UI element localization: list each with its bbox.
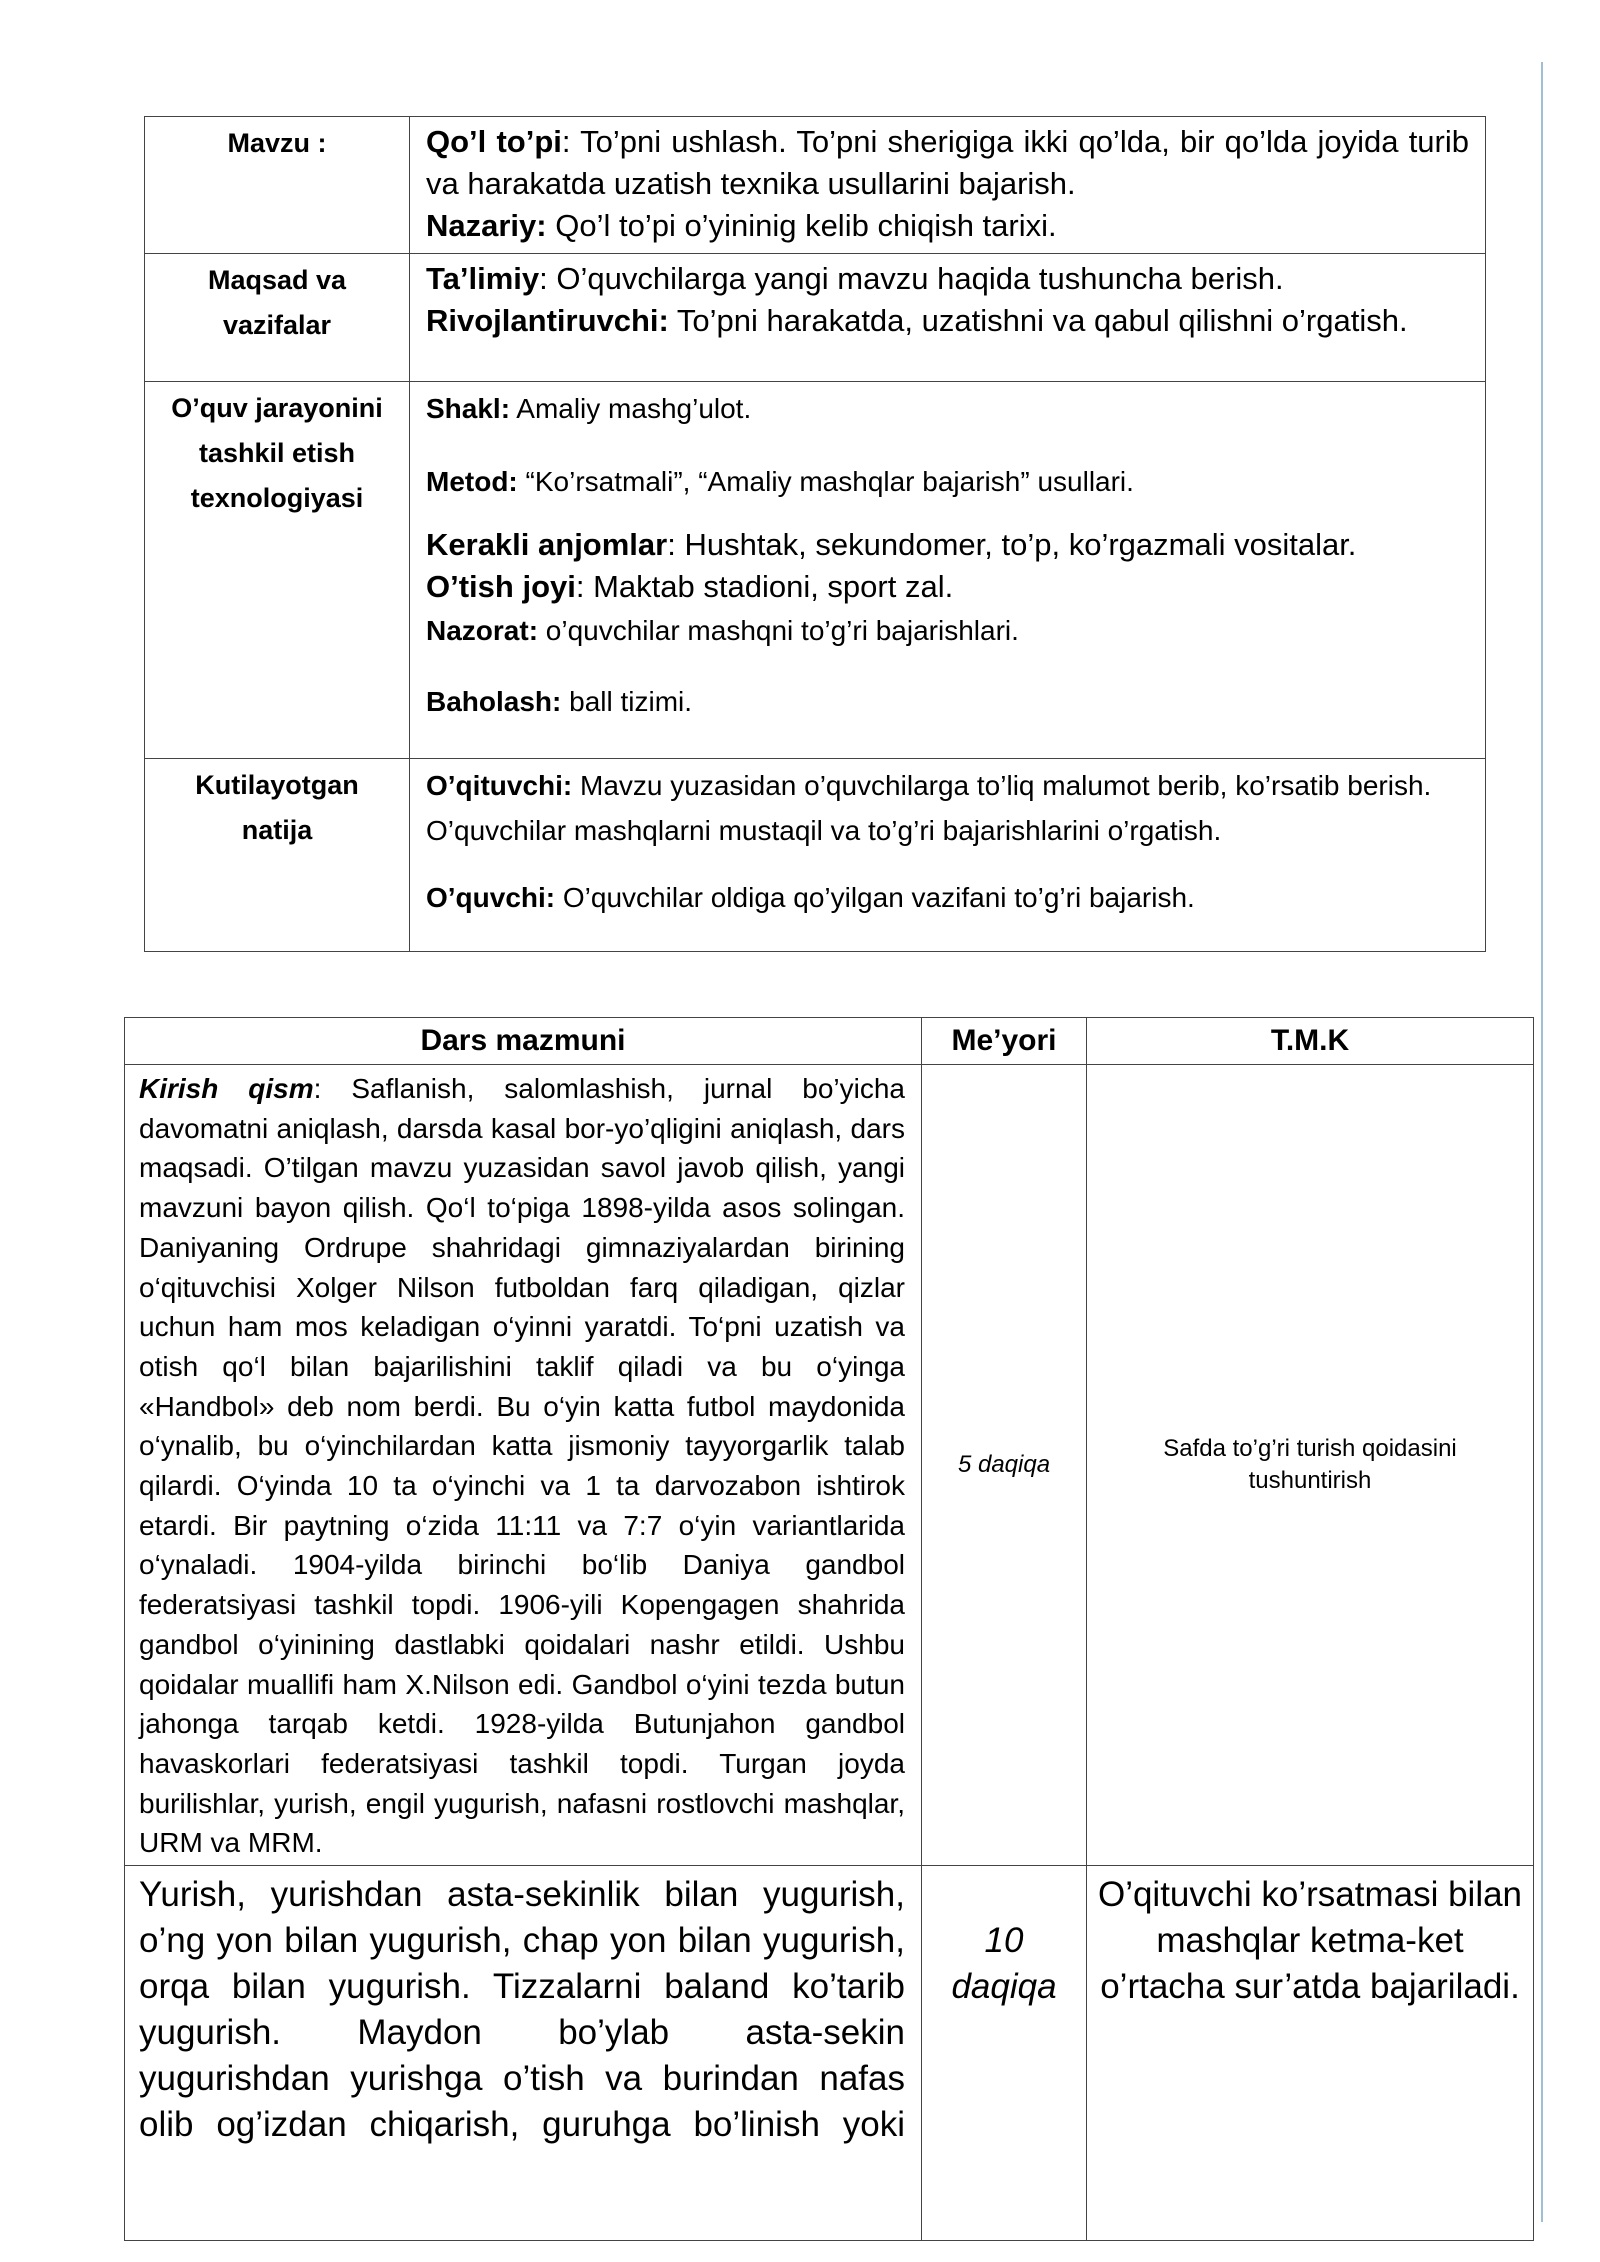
mavzu-row: [145, 117, 1486, 254]
otish-joyi-line: [426, 566, 1469, 608]
page-margin-line: [1541, 62, 1543, 2222]
otish-joyi-bold: O’tish joyi: [426, 569, 576, 604]
nazariy-bold: Nazariy:: [426, 208, 547, 243]
yurish-tmk: O’qituvchi ko’rsatmasi bilan mashqlar ketma-ket o’rtacha sur’atda bajariladi.: [1087, 1866, 1534, 2241]
oquv-label-line3: texnologiyasi: [190, 483, 364, 513]
baholash-line: [426, 679, 1469, 724]
yurish-meyori: [922, 1866, 1087, 2241]
kirish-row: [125, 1065, 1534, 1866]
lesson-content-table: [124, 1017, 1534, 2241]
yurish-meyori-line2: daqiqa: [951, 1967, 1057, 2007]
yurish-meyori-line1: 10: [984, 1921, 1024, 1961]
topic-bold: Qo’l to’pi: [426, 124, 562, 159]
talimiy-line: [426, 258, 1469, 300]
header-dars-mazmuni: Dars mazmuni: [125, 1018, 922, 1065]
kirish-meyori: 5 daqiqa: [922, 1065, 1087, 1866]
oquvchi-bold: O’quvchi:: [426, 882, 556, 913]
metod-bold: Metod:: [426, 466, 518, 497]
shakl-bold: Shakl:: [426, 393, 511, 424]
shakl-line: [426, 386, 1469, 431]
kirish-tmk-line1: Safda to’g’ri turish qoidasini: [1163, 1435, 1457, 1463]
kirish-tmk-line2: tushuntirish: [1248, 1467, 1372, 1495]
shakl-text: Amaliy mashg’ulot.: [510, 393, 752, 424]
oquv-jarayon-content: [410, 382, 1486, 759]
kerakli-line: [426, 524, 1469, 566]
nazorat-bold: Nazorat:: [426, 615, 539, 646]
otish-joyi-text: : Maktab stadioni, sport zal.: [575, 569, 954, 604]
maqsad-row: [145, 254, 1486, 382]
oqituvchi-text: Mavzu yuzasidan o’quvchilarga to’liq malumot berib, ko’rsatib berish.: [572, 770, 1432, 801]
yurish-row: [125, 1866, 1534, 2241]
maqsad-label-line1: Maqsad va: [207, 265, 347, 295]
lesson-info-table: [144, 116, 1486, 952]
rivojlantiruvchi-bold: Rivojlantiruvchi:: [426, 303, 669, 338]
natija-label: [145, 759, 410, 952]
header-row: [125, 1018, 1534, 1065]
rivojlantiruvchi-text: To’pni harakatda, uzatishni va qabul qilishni o’rgatish.: [668, 303, 1408, 338]
metod-line: [426, 459, 1469, 504]
kirish-text: : Saflanish, salomlashish, jurnal bo’yicha davomatni aniqlash, darsda kasal bor-yo’qligini aniqlash, dars maqsadi. O’tilgan mavzu yuzasidan savol javob qilish, yangi mavzuni bayon qilish. Qo‘l to‘piga 1898-yilda asos solingan. Daniyaning Ordrupe shahridagi gimnaziyalardan birining o‘qituvchisi Xolger Nilson futboldan farq qiladigan, qizlar uchun ham mos keladigan o‘yinni yaratdi. To‘pni uzatish va otish qo‘l bilan bajarilishini taklif qiladi va bu o‘yinga «Handbol» deb nom berdi. Bu o‘yin katta futbol maydonida o‘ynalib, bu o‘yinchilardan katta jismoniy tayyorgarlik talab qilardi. O‘yinda 10 ta o‘yinchi va 1 ta darvozabon ishtirok etardi. Bir paytning o‘zida 11:11 va 7:7 o‘yin variantlarida o‘ynaladi. 1904-yilda birinchi bo‘lib Daniya gandbol federatsiyasi tashkil topdi. 1906-yili Kopengagen shahrida gandbol o‘yinining dastlabki qoidalari nashr etildi. Ushbu qoidalar muallifi ham X.Nilson edi. Gandbol o‘yini tezda butun jahonga tarqab ketdi. 1928-yilda Butunjahon gandbol havaskorlari federatsiyasi tashkil topdi. Turgan joyda burilishlar, yurish, engil yugurish, nafasni rostlovchi mashqlar, URM va MRM.: [139, 1073, 906, 1859]
natija-label-line1: Kutilayotgan: [195, 770, 359, 800]
mavzu-topic: [426, 121, 1469, 205]
maqsad-label-line2: vazifalar: [222, 310, 332, 340]
oqituvchi-line2: O’quvchilar mashqlarni mustaqil va to’g’ri bajarishlarini o’rgatish.: [426, 815, 1222, 846]
nazorat-text: o’quvchilar mashqni to’g’ri bajarishlari.: [538, 615, 1019, 646]
natija-content: [410, 759, 1486, 952]
oquv-jarayon-label: [145, 382, 410, 759]
natija-row: [145, 759, 1486, 952]
yurish-content: Yurish, yurishdan asta-sekinlik bilan yugurish, o’ng yon bilan yugurish, chap yon bilan yugurish, orqa bilan yugurish. Tizzalarni baland ko’tarib yugurish. Maydon bo’ylab asta-sekin yugurishdan yurishga o’tish va burindan nafas olib og’izdan chiqarish, guruhga bo’linish yoki: [125, 1866, 922, 2241]
oquvchi-text: O’quvchilar oldiga qo’yilgan vazifani to’g’ri bajarish.: [555, 882, 1195, 913]
oquv-label-line2: tashkil etish: [198, 438, 356, 468]
nazorat-line: [426, 608, 1469, 653]
mavzu-content: [410, 117, 1486, 254]
natija-label-line2: natija: [241, 815, 313, 845]
maqsad-content: [410, 254, 1486, 382]
rivojlantiruvchi-line: [426, 300, 1469, 342]
header-tmk: T.M.K: [1087, 1018, 1534, 1065]
header-meyori: Me’yori: [922, 1018, 1087, 1065]
nazariy-text: Qo’l to’pi o’yininig kelib chiqish tarixi.: [546, 208, 1057, 243]
kirish-lead: Kirish qism: [139, 1073, 314, 1104]
talimiy-text: : O’quvchilarga yangi mavzu haqida tushuncha berish.: [539, 261, 1284, 296]
maqsad-label: [145, 254, 410, 382]
talimiy-bold: Ta’limiy: [426, 261, 540, 296]
kerakli-text: : Hushtak, sekundomer, to’p, ko’rgazmali vositalar.: [667, 527, 1357, 562]
oqituvchi-bold: O’qituvchi:: [426, 770, 573, 801]
mavzu-label: Mavzu :: [145, 117, 410, 254]
baholash-text: ball tizimi.: [561, 686, 693, 717]
oqituvchi-line: [426, 763, 1469, 808]
oquvchi-line: [426, 875, 1469, 920]
kirish-content: [125, 1065, 922, 1866]
oquv-jarayon-row: [145, 382, 1486, 759]
metod-text: “Ko’rsatmali”, “Amaliy mashqlar bajarish” usullari.: [517, 466, 1134, 497]
nazariy-line: [426, 205, 1469, 247]
kirish-tmk: [1087, 1065, 1534, 1866]
topic-text: : To’pni ushlash. To’pni sherigiga ikki qo’lda, bir qo’lda joyida turib va harakatda uzatish texnika usullarini bajarish.: [426, 124, 1469, 201]
oquv-label-line1: O’quv jarayonini: [171, 393, 383, 423]
kerakli-bold: Kerakli anjomlar: [426, 527, 668, 562]
baholash-bold: Baholash:: [426, 686, 562, 717]
